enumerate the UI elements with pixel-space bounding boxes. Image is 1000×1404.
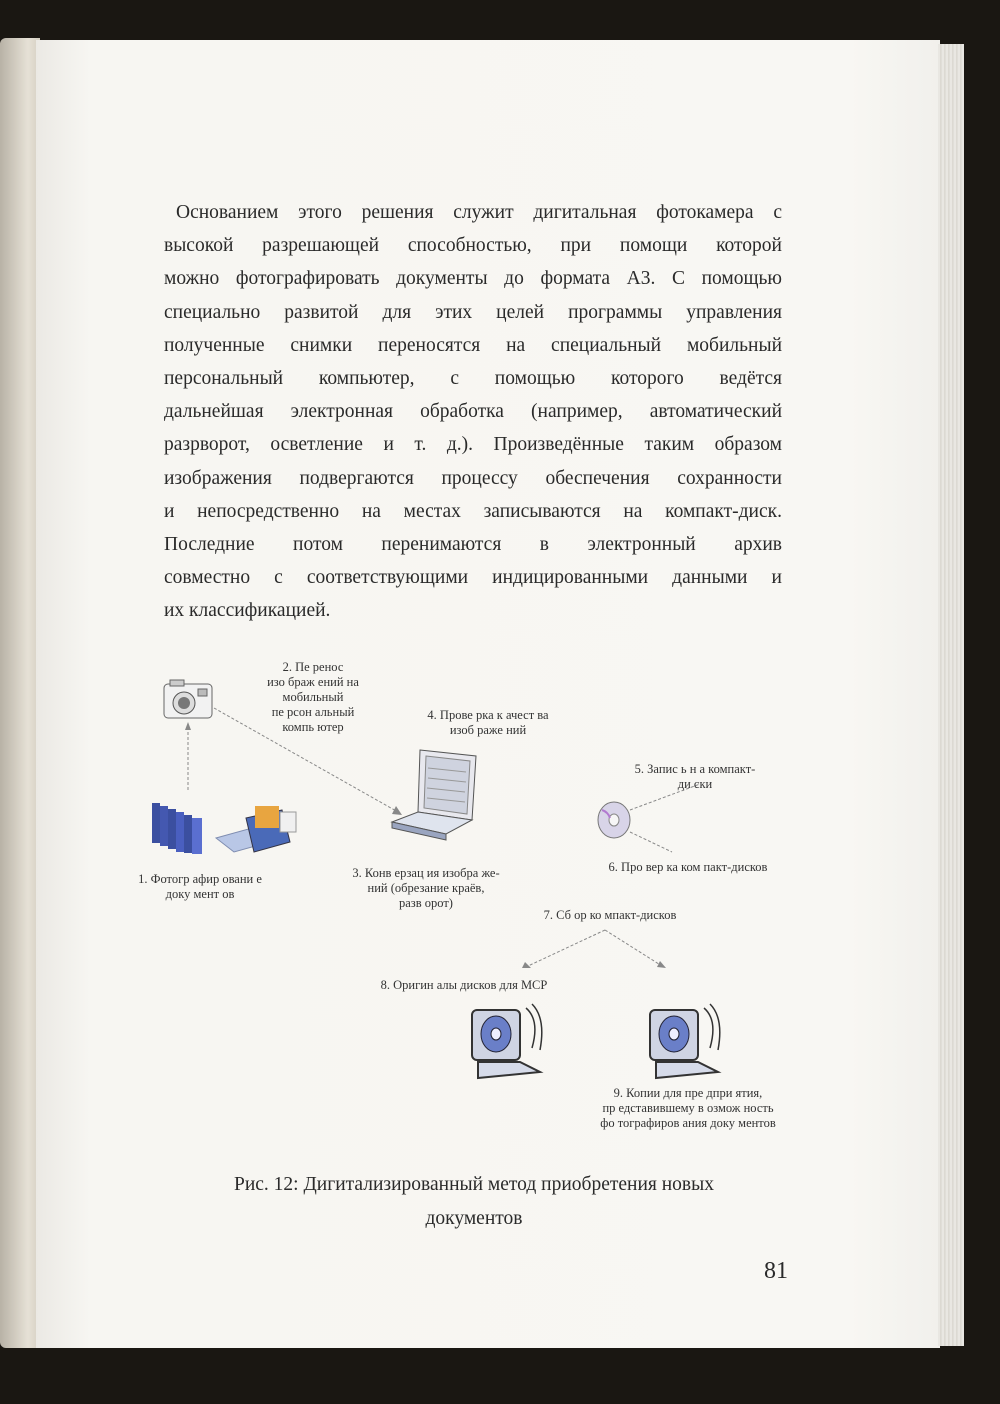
step3-label — [330, 866, 522, 911]
label-line: разв орот) — [399, 896, 453, 910]
figure-caption — [150, 1168, 798, 1236]
label-line: изо браж ений на — [267, 675, 359, 689]
text-line: специально развитой для этих целей программы управления — [164, 301, 782, 323]
caption-line: документов — [425, 1208, 523, 1229]
label-line: ний (обрезание краёв, — [367, 881, 485, 895]
label-line: 5. Запис ь н а компакт- — [634, 762, 756, 776]
page-number: 81 — [764, 1258, 788, 1284]
label-line: доку мент ов — [165, 887, 235, 901]
step1-label — [130, 872, 270, 902]
caption-line: Рис. 12: Дигитализированный метод приобретения новых — [233, 1174, 714, 1195]
arrow-to-originals — [528, 930, 605, 966]
step6-label: 6. Про вер ка ком пакт-дисков — [608, 860, 768, 874]
text-line: разрворот, осветление и т. д.). Произведённые таким образом — [164, 434, 782, 456]
text-line: совместно с соответствующими индицированными данными и — [164, 567, 782, 589]
text-line: полученные снимки переносятся на специальный мобильный — [164, 334, 782, 356]
arrowhead — [522, 962, 531, 968]
step5-label — [610, 762, 780, 792]
compact-disc-icon — [598, 802, 630, 838]
label-line: 4. Прове рка к ачест ва — [427, 708, 549, 722]
label-line: пе рсон альный — [271, 705, 355, 719]
label-line: 2. Пе ренос — [282, 660, 344, 674]
step8-label: 8. Оригин алы дисков для МСР — [380, 978, 548, 992]
step9-label — [566, 1086, 810, 1131]
text-line: персональный компьютер, с помощью которого ведётся — [164, 368, 782, 390]
label-line: фо тографиров ания доку ментов — [600, 1116, 776, 1130]
label-line: пр едставившему в озмож ность — [602, 1101, 774, 1115]
label-line: мобильный — [282, 690, 344, 704]
document-binders-icon — [152, 803, 202, 854]
arrowhead — [657, 961, 666, 968]
text-line: их классификацией. — [164, 600, 331, 622]
text-line: Основанием этого решения служит дигитальная фотокамера с — [176, 202, 782, 223]
label-line: 9. Копии для пре дпри ятия, — [613, 1086, 763, 1100]
step4-label — [404, 708, 572, 738]
cd-drive-icon — [650, 1004, 720, 1078]
cd-drive-icon — [472, 1004, 542, 1078]
label-line: 1. Фотогр афир овани е — [138, 872, 262, 886]
camera-icon — [164, 680, 212, 718]
arrow-cd-check — [630, 832, 672, 852]
label-line: 3. Конв ерзац ия изобра же- — [352, 866, 500, 880]
step7-label: 7. Сб ор ко мпакт-дисков — [543, 908, 677, 922]
arrowhead — [185, 722, 191, 730]
text-line: изображения подвергаются процессу обеспечения сохранности — [164, 467, 782, 489]
text-line: можно фотографировать документы до формата А3. С помощью — [164, 268, 782, 290]
laptop-icon — [392, 750, 476, 840]
label-line: ди ски — [677, 777, 713, 791]
label-line: компь ютер — [282, 720, 344, 734]
label-line: изоб раже ний — [449, 723, 527, 737]
step2-label — [248, 660, 378, 735]
text-line: высокой разрешающей способностью, при помощи которой — [164, 235, 782, 257]
arrow-to-copies — [605, 930, 662, 966]
arrowhead — [392, 806, 402, 815]
text-line: Последние потом перенимаются в электронный архив — [164, 534, 782, 556]
documents-stack-icon — [216, 806, 296, 852]
text-line: и непосредственно на местах записываются на компакт-диск. — [164, 500, 782, 522]
text-line: дальнейшая электронная обработка (например, автоматический — [164, 401, 782, 423]
